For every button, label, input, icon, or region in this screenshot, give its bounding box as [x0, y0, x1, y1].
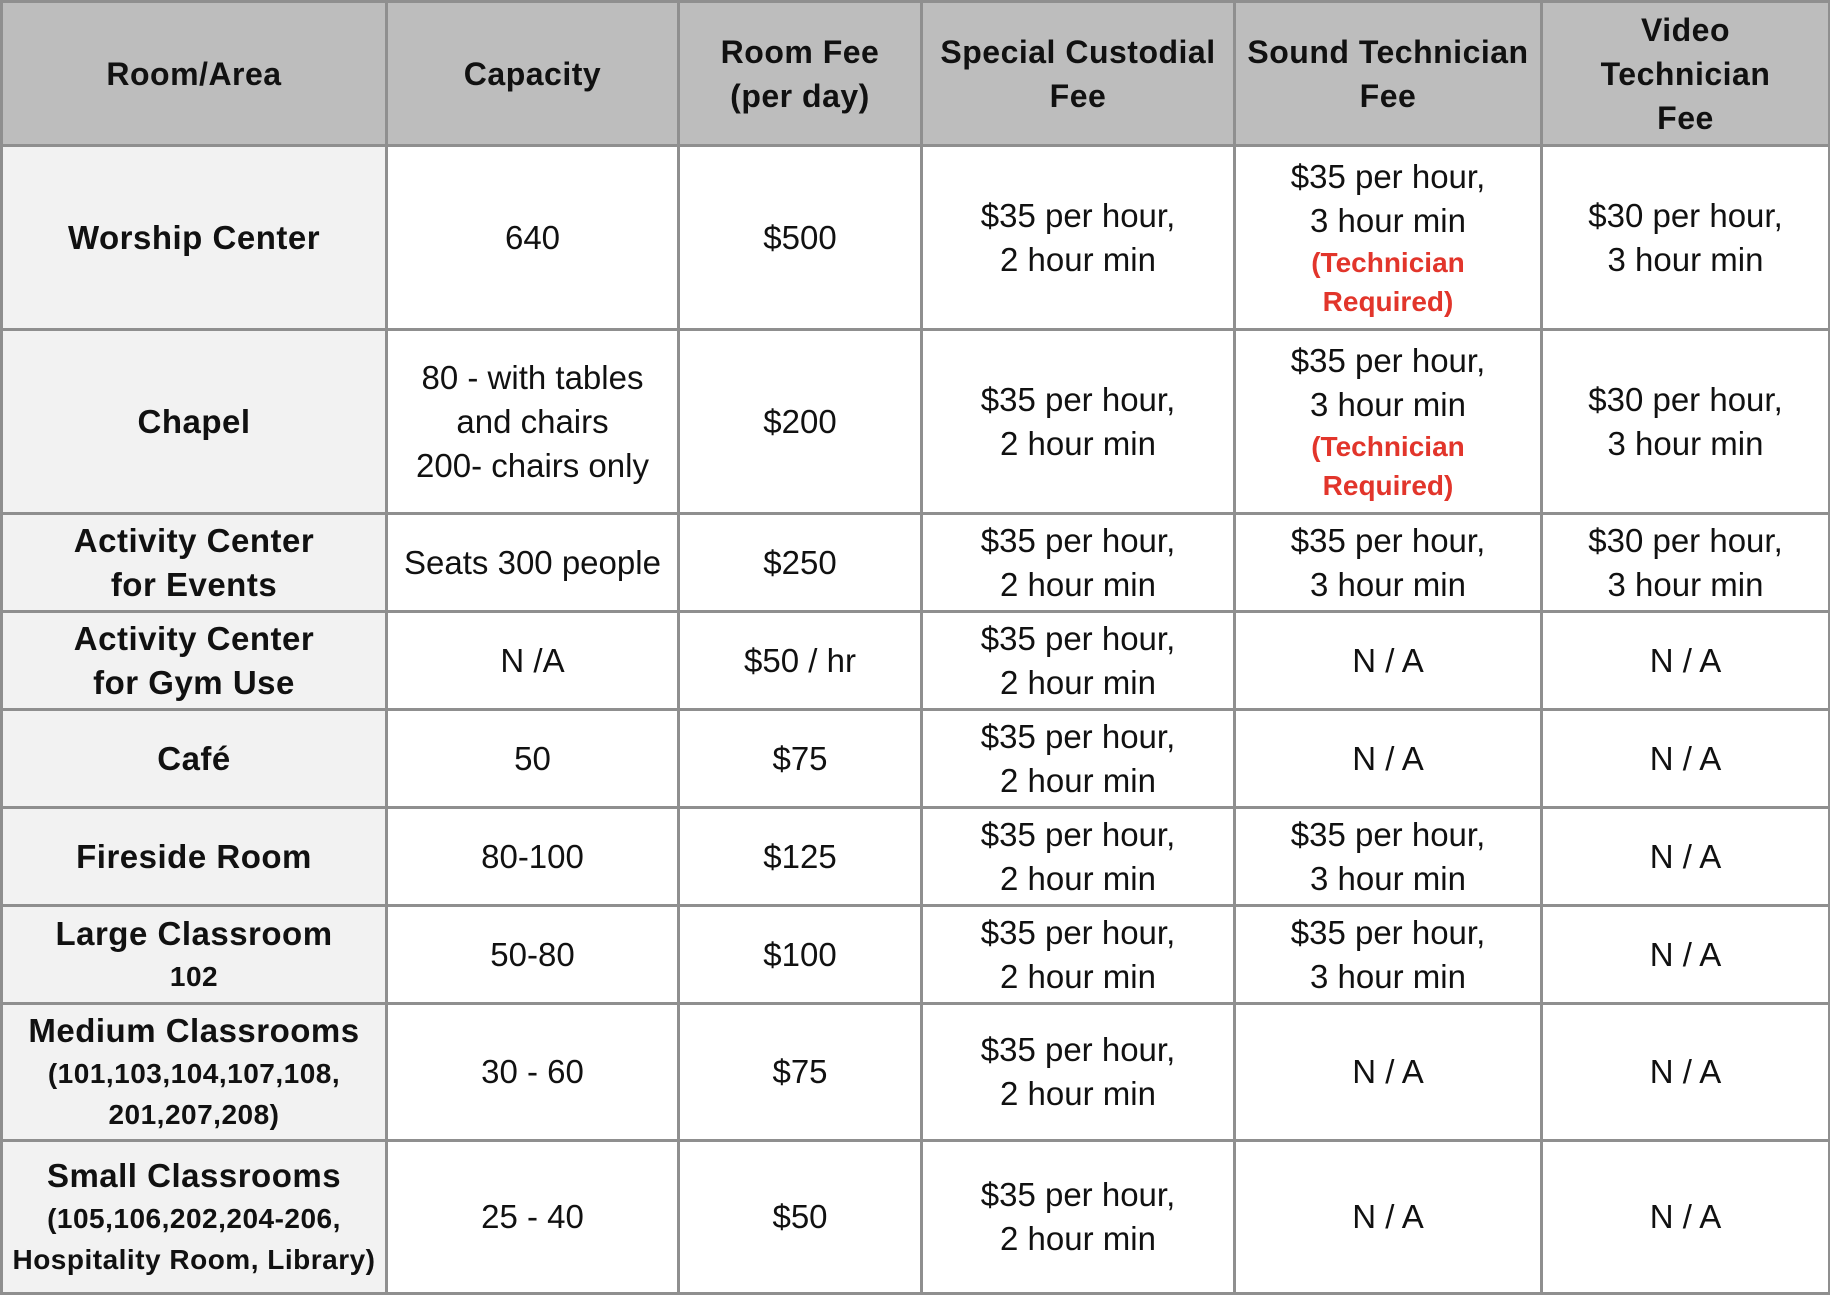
room-name-cell: Fireside Room [2, 808, 387, 906]
table-row [2, 612, 1830, 710]
custodial-fee-cell: $35 per hour, 2 hour min [922, 906, 1235, 1004]
table-row [2, 330, 1830, 514]
header-room-area: Room/Area [2, 2, 387, 146]
sound-fee-cell: N / A [1235, 1004, 1542, 1141]
table-row [2, 514, 1830, 612]
room-name-cell: Small Classrooms (105,106,202,204-206, Hospitality Room, Library) [2, 1141, 387, 1294]
capacity-cell: 25 - 40 [387, 1141, 679, 1294]
custodial-fee-cell: $35 per hour, 2 hour min [922, 330, 1235, 514]
room-name-cell: Worship Center [2, 146, 387, 330]
room-fee-cell: $75 [679, 1004, 922, 1141]
video-fee-cell: N / A [1542, 612, 1830, 710]
room-fee-cell: $50 [679, 1141, 922, 1294]
room-name-cell: Chapel [2, 330, 387, 514]
capacity-cell: 50-80 [387, 906, 679, 1004]
sound-fee-cell: $35 per hour, 3 hour min (Technician Required) [1235, 146, 1542, 330]
sound-fee-cell: $35 per hour, 3 hour min (Technician Required) [1235, 330, 1542, 514]
capacity-cell: 50 [387, 710, 679, 808]
custodial-fee-cell: $35 per hour, 2 hour min [922, 710, 1235, 808]
room-fee-cell: $50 / hr [679, 612, 922, 710]
header-sound-technician-fee: Sound Technician Fee [1235, 2, 1542, 146]
technician-required-note: (Technician [1311, 430, 1465, 462]
room-fee-cell: $500 [679, 146, 922, 330]
header-custodial-fee: Special Custodial Fee [922, 2, 1235, 146]
table-row [2, 710, 1830, 808]
header-capacity: Capacity [387, 2, 679, 146]
technician-required-note: (Technician [1311, 246, 1465, 278]
table-row [2, 1004, 1830, 1141]
video-fee-cell: N / A [1542, 1004, 1830, 1141]
table-row [2, 146, 1830, 330]
table-row [2, 808, 1830, 906]
video-fee-cell: N / A [1542, 808, 1830, 906]
capacity-cell: 640 [387, 146, 679, 330]
custodial-fee-cell: $35 per hour, 2 hour min [922, 514, 1235, 612]
capacity-cell: 80 - with tables and chairs 200- chairs only [387, 330, 679, 514]
sound-fee-cell: $35 per hour, 3 hour min [1235, 514, 1542, 612]
custodial-fee-cell: $35 per hour, 2 hour min [922, 1004, 1235, 1141]
room-fee-cell: $200 [679, 330, 922, 514]
capacity-cell: N /A [387, 612, 679, 710]
sound-fee-cell: $35 per hour, 3 hour min [1235, 808, 1542, 906]
room-fee-cell: $250 [679, 514, 922, 612]
table-header-row [2, 2, 1830, 146]
custodial-fee-cell: $35 per hour, 2 hour min [922, 612, 1235, 710]
room-name-cell: Activity Center for Events [2, 514, 387, 612]
video-fee-cell: N / A [1542, 906, 1830, 1004]
sound-fee-cell: N / A [1235, 1141, 1542, 1294]
table-row [2, 906, 1830, 1004]
capacity-cell: 30 - 60 [387, 1004, 679, 1141]
custodial-fee-cell: $35 per hour, 2 hour min [922, 808, 1235, 906]
technician-required-note: Required) [1322, 285, 1454, 317]
room-name-cell: Café [2, 710, 387, 808]
capacity-cell: 80-100 [387, 808, 679, 906]
sound-fee-cell: N / A [1235, 612, 1542, 710]
room-fee-cell: $75 [679, 710, 922, 808]
sound-fee-cell: N / A [1235, 710, 1542, 808]
room-name-cell: Large Classroom 102 [2, 906, 387, 1004]
room-fee-cell: $100 [679, 906, 922, 1004]
sound-fee-cell: $35 per hour, 3 hour min [1235, 906, 1542, 1004]
header-room-fee: Room Fee (per day) [679, 2, 922, 146]
video-fee-cell: $30 per hour, 3 hour min [1542, 330, 1830, 514]
capacity-cell: Seats 300 people [387, 514, 679, 612]
video-fee-cell: N / A [1542, 710, 1830, 808]
room-name-cell: Medium Classrooms (101,103,104,107,108, 201,207,208) [2, 1004, 387, 1141]
room-name-cell: Activity Center for Gym Use [2, 612, 387, 710]
custodial-fee-cell: $35 per hour, 2 hour min [922, 1141, 1235, 1294]
table-row [2, 1141, 1830, 1294]
video-fee-cell: N / A [1542, 1141, 1830, 1294]
video-fee-cell: $30 per hour, 3 hour min [1542, 514, 1830, 612]
video-fee-cell: $30 per hour, 3 hour min [1542, 146, 1830, 330]
technician-required-note: Required) [1322, 469, 1454, 501]
room-fee-cell: $125 [679, 808, 922, 906]
custodial-fee-cell: $35 per hour, 2 hour min [922, 146, 1235, 330]
header-video-technician-fee: Video Technician Fee [1542, 2, 1830, 146]
